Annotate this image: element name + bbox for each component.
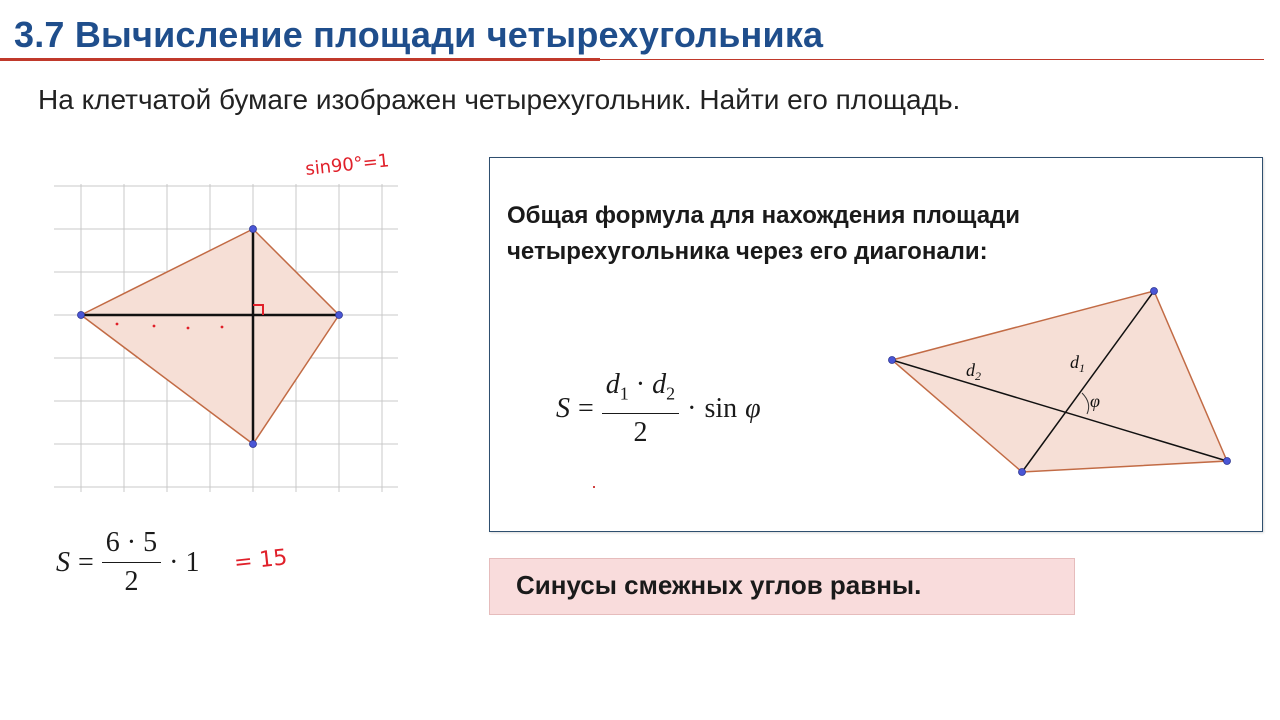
vertex-top: [250, 226, 257, 233]
equals-sign: =: [78, 546, 94, 578]
vertex-left: [78, 312, 85, 319]
vertex-b: [1151, 288, 1158, 295]
sine-factor: · 1: [169, 546, 200, 578]
sin-function: sin: [704, 392, 738, 424]
vertex-a: [889, 357, 896, 364]
task-statement: На клетчатой бумаге изображен четырехугольник. Найти его площадь.: [38, 84, 961, 115]
quadrilateral-shape: [81, 229, 339, 444]
vertex-d: [1019, 469, 1026, 476]
fraction-numerator: 6 · 5: [102, 528, 161, 563]
title-underline: [0, 59, 1264, 60]
fraction: [102, 528, 161, 597]
d2-subscript: 2: [666, 383, 676, 404]
area-calculation: [56, 528, 199, 597]
fraction-denominator: 2: [633, 416, 648, 448]
handwritten-sin-note: sin90°=1: [304, 150, 391, 180]
general-quadrilateral-shape: [892, 291, 1227, 472]
label-phi: φ: [1090, 391, 1100, 411]
fraction-denominator: 2: [124, 566, 139, 597]
vertex-right: [336, 312, 343, 319]
vertex-bottom: [250, 441, 257, 448]
label-d1: $d_1$: [1070, 352, 1085, 375]
sine-note-box: [489, 558, 1075, 615]
diagonal-area-formula: [556, 370, 761, 448]
handwritten-result: = 15: [232, 545, 289, 576]
area-symbol: S: [56, 546, 70, 578]
grid-quadrilateral-figure: [48, 150, 408, 500]
formula-box-heading: Общая формула для нахождения площади четырехугольника через его диагонали:: [507, 202, 1021, 265]
stray-mark: [593, 486, 595, 488]
page-title: 3.7 Вычисление площади четырехугольника: [14, 14, 824, 55]
equals-sign: =: [578, 392, 594, 424]
fraction-numerator: [602, 370, 679, 414]
fraction: [602, 370, 679, 448]
d2-symbol: d: [652, 369, 667, 400]
d1-subscript: 1: [619, 383, 629, 404]
label-d2: $d_2$: [966, 360, 981, 383]
multiply-dot: ·: [687, 392, 697, 424]
d1-symbol: d: [605, 369, 620, 400]
sine-note-text: Синусы смежных углов равны.: [516, 570, 922, 600]
area-symbol: S: [556, 392, 570, 424]
general-formula-box: [489, 157, 1263, 532]
phi-symbol: φ: [745, 392, 761, 424]
general-quadrilateral-diagram: [880, 278, 1240, 488]
multiply-dot: ·: [635, 369, 646, 400]
vertex-c: [1224, 458, 1231, 465]
